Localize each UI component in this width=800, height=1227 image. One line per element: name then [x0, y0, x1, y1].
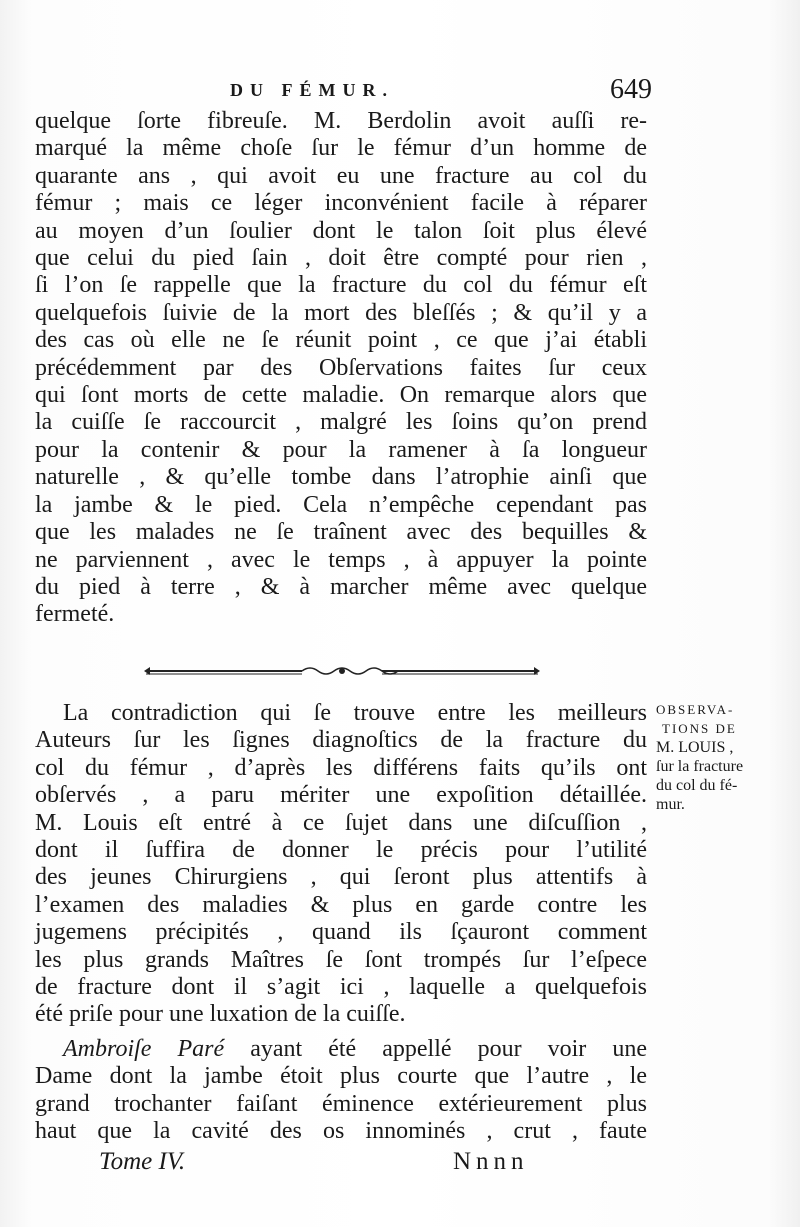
text-line: jugemens précipités , quand ils ſçauront comment: [35, 919, 647, 946]
text-line: pour la contenir & pour la ramener à ſa longueur: [35, 436, 647, 463]
text-line: du pied à terre , & à marcher même avec quelque: [35, 573, 647, 600]
text-line: quelquefois ſuivie de la mort des bleſſés ; & qu’il y a: [35, 299, 647, 326]
text-line: Auteurs ſur les ſignes diagnoſtics de la fracture du: [35, 727, 647, 754]
text-line: grand trochanter faiſant éminence extérieurement plus: [35, 1090, 647, 1117]
running-head: [40, 74, 652, 108]
margin-note-line: TIONS DE: [662, 721, 737, 736]
margin-note-line: M. LOUIS ,: [656, 739, 734, 756]
text-line: des jeunes Chirurgiens , qui ſeront plus attentifs à: [35, 864, 647, 891]
text-line: de fracture dont il s’agit ici , laquelle a quelquefois: [35, 974, 647, 1001]
text-line: La contradiction qui ſe trouve entre les meilleurs: [63, 700, 647, 726]
text-line: au moyen d’un ſoulier dont le talon ſoit plus élevé: [35, 217, 647, 244]
volume-label: Tome IV.: [99, 1148, 186, 1175]
text-line: fermeté.: [35, 601, 115, 628]
page-number: 649: [610, 74, 652, 105]
margin-note-line: ſur la fracture: [656, 758, 744, 775]
text-line: des cas où elle ne ſe réunit point , ce que j’ai établi: [35, 327, 647, 354]
text-fragment: ayant été appellé pour voir une: [224, 1036, 647, 1062]
text-line: M. Louis eſt entré à ce ſujet dans une diſcuſſion ,: [35, 809, 647, 836]
text-line: la jambe & le pied. Cela n’empêche cependant pas: [35, 491, 647, 518]
margin-note-line: du col du fé-: [656, 777, 738, 794]
text-line: Dame dont la jambe étoit plus courte que l’autre , le: [35, 1063, 647, 1090]
text-line: quarante ans , qui avoit eu une fracture au col du: [35, 162, 647, 189]
paragraph-2: [35, 700, 647, 1029]
text-line: précédemment par des Obſervations faites ſur ceux: [35, 354, 647, 381]
page-footer: [35, 1148, 647, 1182]
ornamental-divider: [142, 664, 542, 678]
text-line: haut que la cavité des os innominés , crut , faute: [35, 1118, 647, 1145]
text-line: l’examen des maladies & plus en garde contre les: [35, 891, 647, 918]
text-line: ne parviennent , avec le temps , à appuyer la pointe: [35, 546, 647, 573]
text-line: qui ſont morts de cette maladie. On remarque alors que: [35, 382, 647, 409]
signature-mark: Nnnn: [453, 1148, 529, 1175]
text-line: quelque ſorte fibreuſe. M. Berdolin avoit auſſi re-: [35, 108, 647, 134]
text-line: obſervés , a paru mériter une expoſition détaillée.: [35, 782, 647, 809]
text-line: les plus grands Maîtres ſe ſont trompés ſur l’eſpece: [35, 946, 647, 973]
text-line: ſi l’on ſe rappelle que la fracture du col du fémur eſt: [35, 272, 647, 299]
running-title: DU FÉMUR.: [230, 80, 394, 100]
margin-note-line: mur.: [656, 796, 685, 813]
text-line: que les malades ne ſe traînent avec des bequilles &: [35, 519, 647, 546]
text-line: que celui du pied ſain , doit être compté pour rien ,: [35, 245, 647, 272]
text-line: dont il ſuffira de donner le précis pour l’utilité: [35, 837, 647, 864]
text-line: [35, 1036, 647, 1063]
text-line: été priſe pour une luxation de la cuiſſe.: [35, 1001, 406, 1028]
paragraph-1: [35, 108, 647, 629]
author-name: Ambroiſe Paré: [63, 1036, 225, 1062]
text-line: marqué la même choſe ſur le fémur d’un homme de: [35, 135, 647, 162]
text-line: fémur ; mais ce léger inconvénient facile à réparer: [35, 190, 647, 217]
margin-note-line: OBSERVA-: [656, 702, 735, 717]
text-line: naturelle , & qu’elle tombe dans l’atrophie ainſi que: [35, 464, 647, 491]
margin-note: [656, 700, 796, 814]
text-line: col du fémur , d’après les différens faits qu’ils ont: [35, 754, 647, 781]
text-line: la cuiſſe ſe raccourcit , malgré les ſoins qu’on prend: [35, 409, 647, 436]
paragraph-3: [35, 1036, 647, 1146]
